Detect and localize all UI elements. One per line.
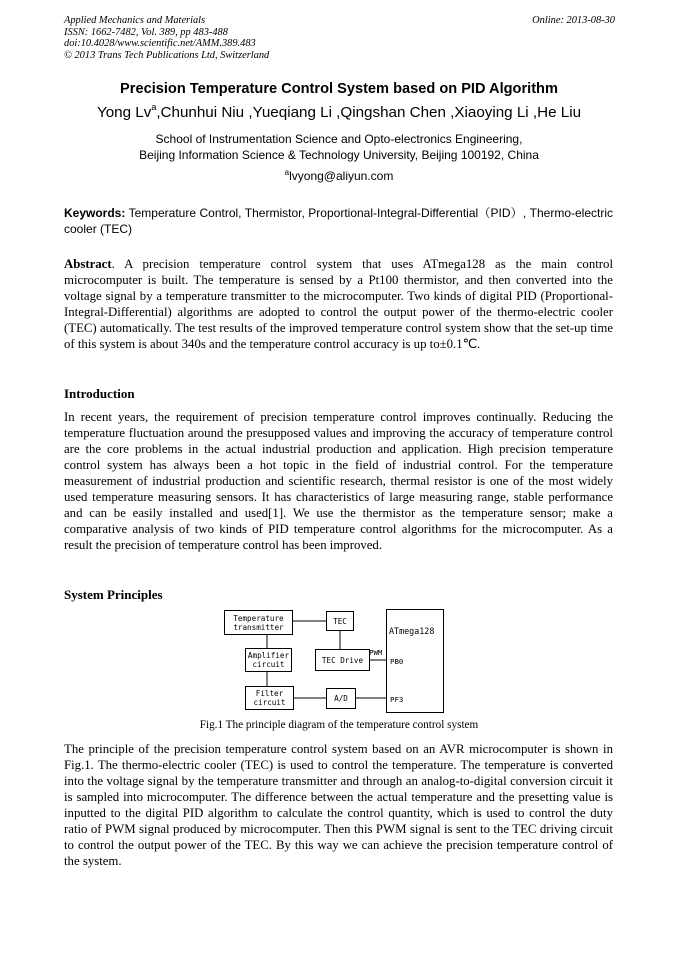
tec-drive-label: TEC Drive: [321, 655, 364, 665]
tec-drive-block: [315, 649, 370, 671]
filter-circuit-block: [245, 686, 294, 710]
author-list: [0, 104, 678, 121]
author-superscript: a: [151, 102, 157, 112]
amplifier-label-line-1: Amplifier: [247, 651, 290, 660]
keywords-label: Keywords:: [64, 206, 126, 220]
paper-title: Precision Temperature Control System based on PID Algorithm: [120, 81, 558, 97]
ad-label: A/D: [334, 694, 348, 703]
pwm-label: PWM: [369, 648, 383, 657]
other-authors: ,Chunhui Niu ,Yueqiang Li ,Qingshan Chen ,Xiaoying Li ,He Liu: [156, 104, 582, 121]
copyright-line: © 2013 Trans Tech Publications Ltd, Switzerland: [64, 49, 270, 61]
pf3-label: PF3: [390, 695, 404, 704]
transmitter-label-line-2: transmitter: [233, 622, 284, 632]
transmitter-label-line-1: Temperature: [233, 613, 284, 623]
figure-caption: Fig.1 The principle diagram of the temperature control system: [199, 719, 479, 731]
tec-label: TEC: [333, 616, 347, 626]
ad-converter-block: [326, 688, 356, 709]
microcontroller-label: ATmega128: [389, 626, 435, 636]
abstract-paragraph: [64, 256, 613, 352]
tec-block: [326, 611, 354, 631]
introduction-paragraph: In recent years, the requirement of precision temperature control improves continually. Reducing the temperature fluctuation around the presupposed values and improving the accuracy of temperature control are the core problems in the actual industrial production and application. High precision temperature control system has always been a hot topic in the field of industrial control. For the temperature measurement of industrial production and scientific research, thermal resistor is one of the most widely used temperature measuring sensors. It has characteristics of large measuring range, stable performance and can be easily installed and used[1]. We use the thermistor as the temperature sensor; make a comparative analysis of two kinds of PID temperature control algorithms for the microcomputer. As a result the precision of temperature control has been improved.: [64, 410, 613, 552]
issn-line: ISSN: 1662-7482, Vol. 389, pp 483-488: [64, 26, 228, 38]
abstract-label: Abstract: [64, 257, 112, 271]
email-address: lvyong@aliyun.com: [289, 169, 394, 183]
system-principles-paragraph: The principle of the precision temperature control system based on an AVR microcomputer is shown in Fig.1. The thermo-electric cooler (TEC) is used to control the temperature. The temperature is converted into the voltage signal by the temperature transmitter and through an analog-to-digital conversion circuit it is sampled into microcomputer. The difference between the actual temperature and the presetting value is inputted to the digital PID algorithm to calculate the control quantity, which is used to control the duty ratio of PWM signal produced by microcomputer. Then this PWM signal is sent to the TEC driving circuit to control the output power of the TEC. By this way we can achieve the precision temperature control of the system.: [64, 742, 613, 868]
filter-label-line-2: circuit: [253, 698, 286, 707]
abstract-text: . A precision temperature control system that uses ATmega128 as the main control microcomputer is built. The temperature is sensed by a Pt100 thermistor, and then converted into the voltage signal by a temperature transmitter to the microcomputer. Two kinds of digital PID (Proportional-Integral-Differential) algorithms are adopted to control the output power of the thermo-electric cooler (TEC) automatically. The test results of the improved temperature control system show that the set-up time of this system is about 340s and the temperature control accuracy is up to±0.1℃.: [64, 257, 613, 351]
pb0-label: PB0: [390, 657, 404, 666]
introduction-heading: Introduction: [64, 386, 135, 401]
temperature-transmitter-block: [224, 610, 293, 635]
affiliation: [0, 131, 678, 163]
system-principles-heading: System Principles: [64, 587, 163, 602]
email-superscript: a: [284, 168, 290, 177]
author-email: [0, 169, 678, 183]
amplifier-circuit-block: [245, 648, 292, 672]
doi-line: doi:10.4028/www.scientific.net/AMM.389.483: [64, 38, 256, 50]
affiliation-line-1: School of Instrumentation Science and Opto-electronics Engineering,: [155, 132, 523, 146]
online-date: Online: 2013-08-30: [532, 15, 615, 26]
affiliation-line-2: Beijing Information Science & Technology University, Beijing 100192, China: [139, 148, 539, 162]
first-author: Yong Lv: [96, 104, 152, 121]
keywords-text: Temperature Control, Thermistor, Proportional-Integral-Differential（PID）, Thermo-electric cooler (TEC): [64, 206, 613, 236]
amplifier-label-line-2: circuit: [252, 660, 285, 669]
keywords-block: [64, 205, 613, 237]
journal-header: [64, 15, 269, 61]
principle-diagram: [222, 608, 447, 713]
filter-label-line-1: Filter: [255, 689, 284, 698]
journal-name: Applied Mechanics and Materials: [64, 15, 206, 26]
